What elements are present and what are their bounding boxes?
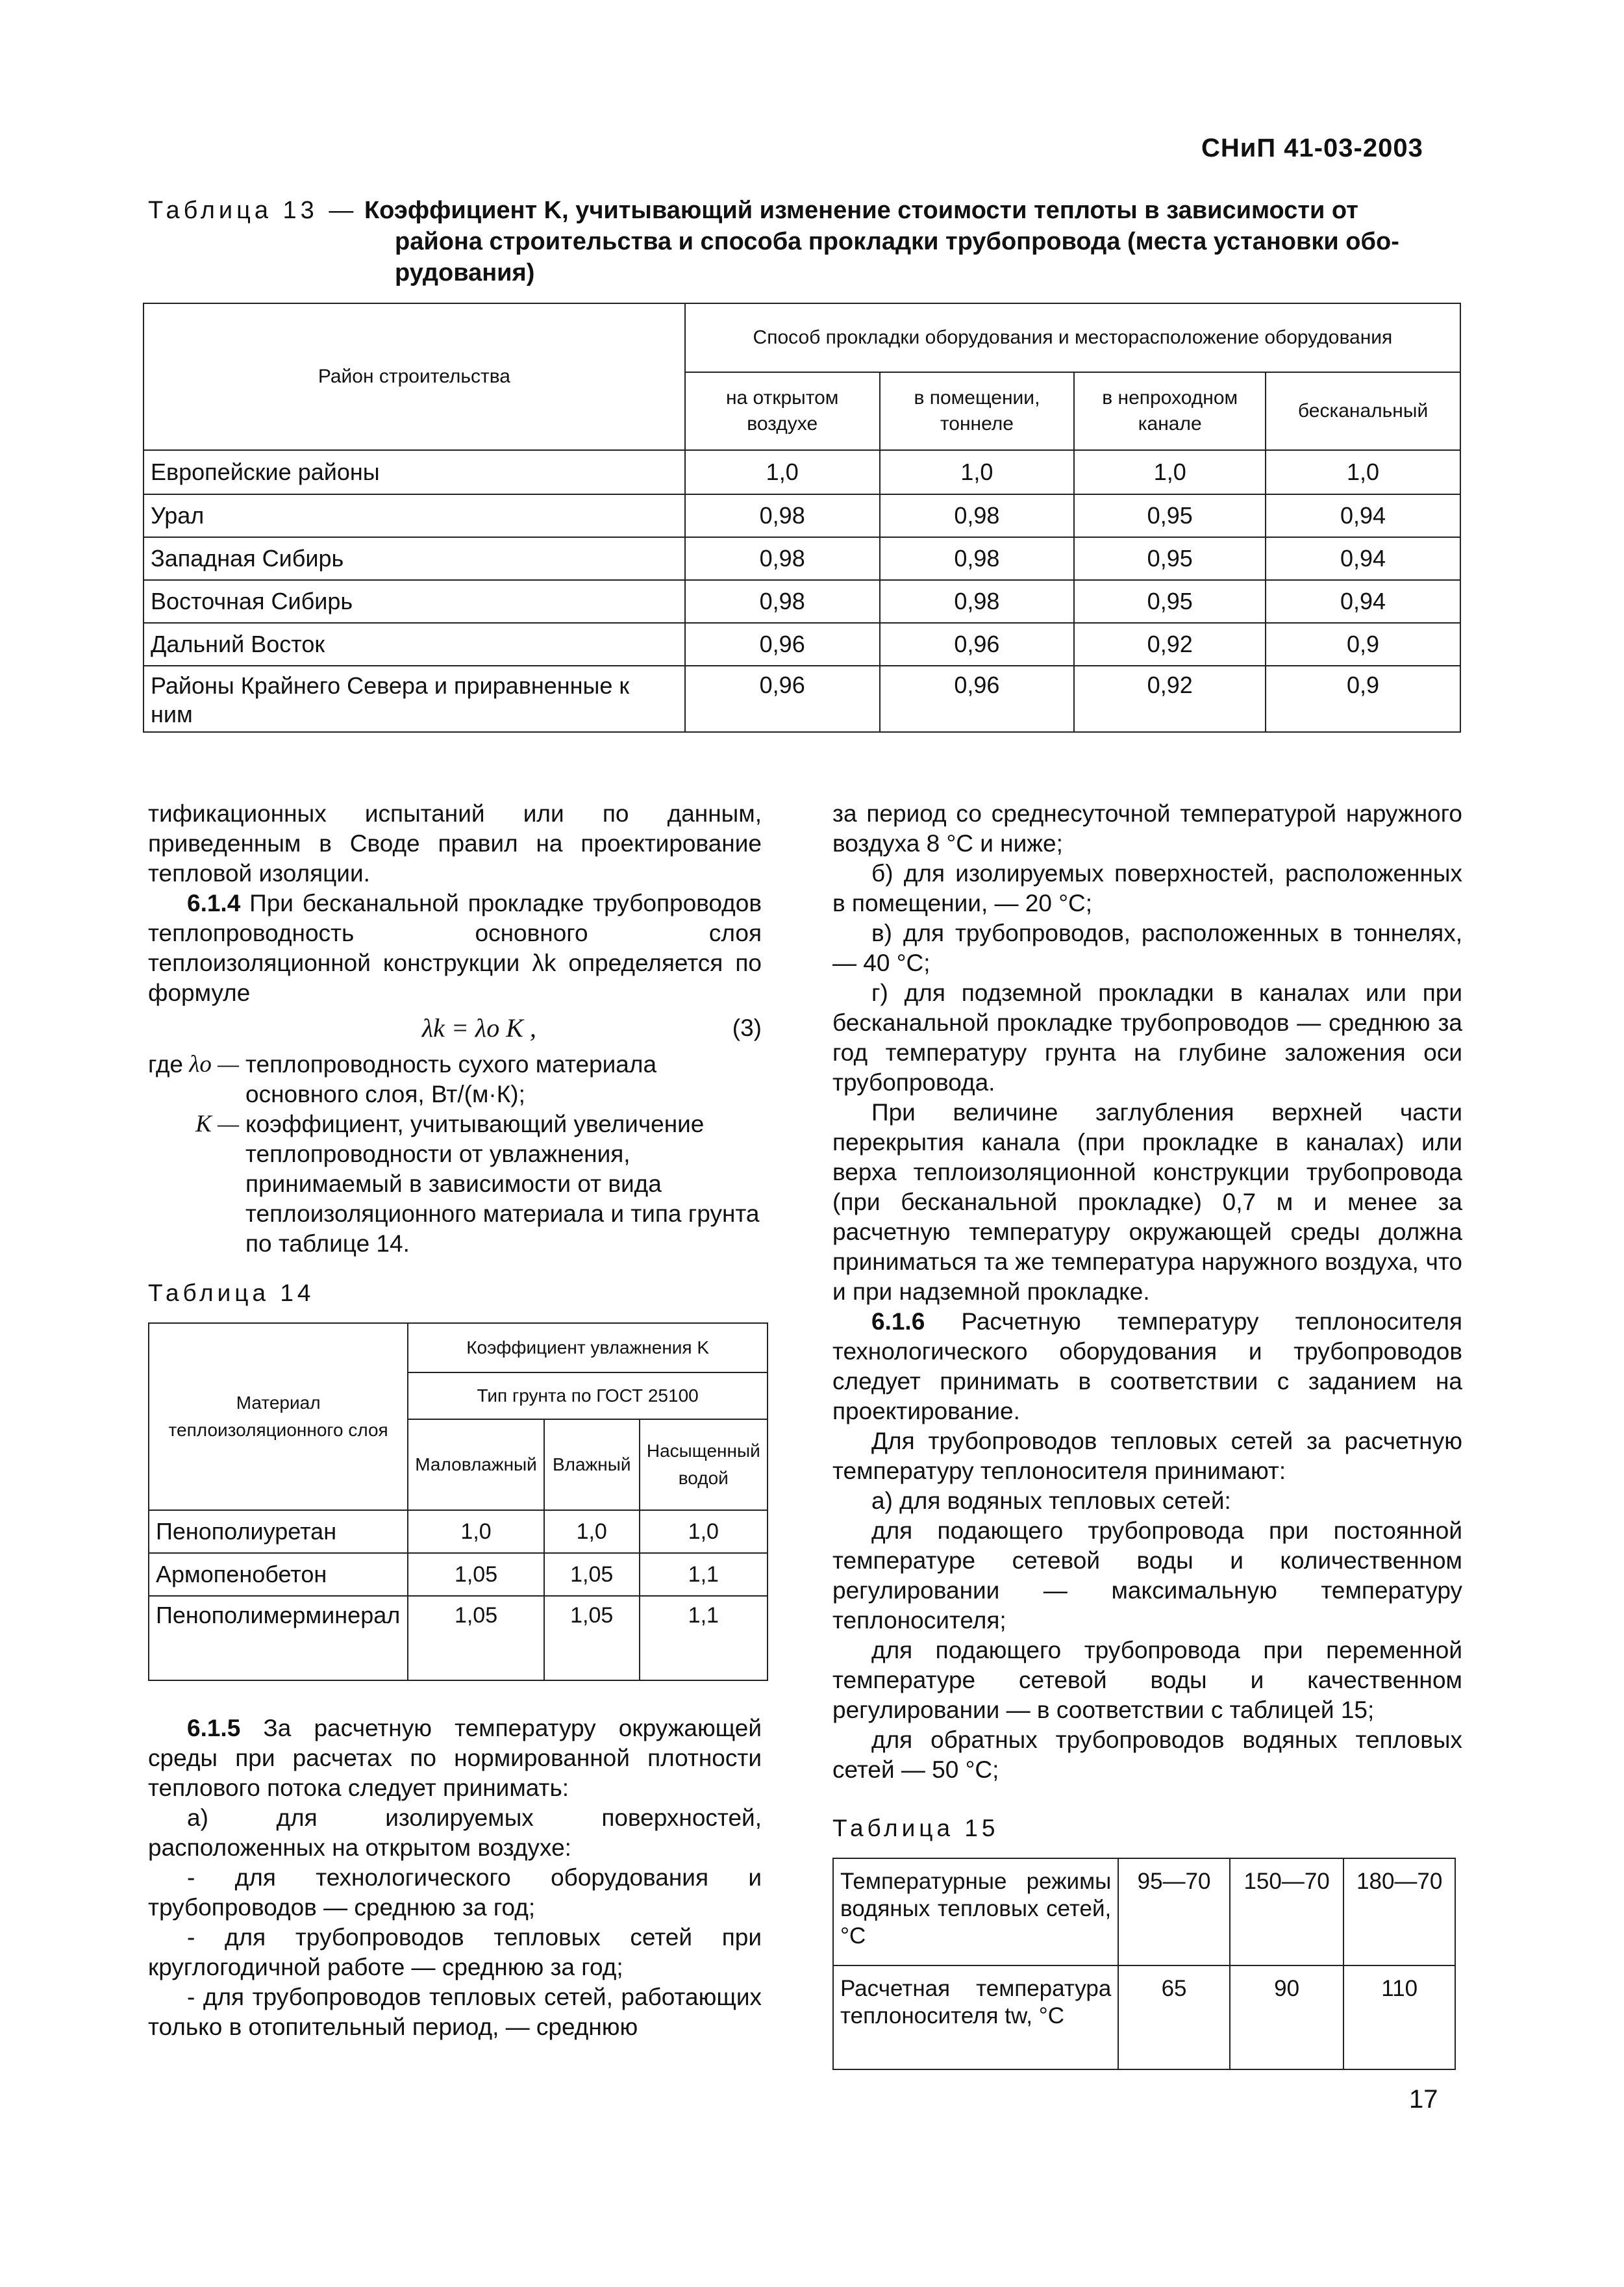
left-column bbox=[148, 799, 762, 2042]
table13-col-header: в непроходном канале bbox=[1074, 372, 1266, 450]
coef-cell: 0,98 bbox=[685, 494, 880, 537]
coef-cell: 0,94 bbox=[1266, 494, 1460, 537]
table14-header-coef: Коэффициент увлажнения K bbox=[408, 1323, 768, 1372]
coef-cell: 0,98 bbox=[880, 537, 1075, 580]
paragraph: тификационных испытаний или по данным, приведенным в Своде правил на проектирование тепловой изоляции. bbox=[148, 800, 762, 887]
coef-cell: 0,98 bbox=[685, 537, 880, 580]
coef-cell: 0,95 bbox=[1074, 494, 1266, 537]
value-cell: 150—70 bbox=[1230, 1858, 1344, 1965]
coef-cell: 0,95 bbox=[1074, 537, 1266, 580]
value-cell: 180—70 bbox=[1343, 1858, 1455, 1965]
coef-cell: 1,05 bbox=[408, 1596, 544, 1680]
region-name: Восточная Сибирь bbox=[144, 580, 685, 623]
coef-cell: 0,98 bbox=[685, 580, 880, 623]
material-name: Пенополиуретан bbox=[149, 1510, 408, 1553]
list-item: а) для водяных тепловых сетей: bbox=[871, 1487, 1231, 1514]
coef-cell: 1,05 bbox=[544, 1553, 640, 1596]
coef-cell: 0,94 bbox=[1266, 580, 1460, 623]
clause-text: Расчетную температуру теплоносителя технологического оборудования и трубопроводов следует принимать в соответствии с заданием на проектирование. bbox=[832, 1308, 1462, 1424]
clause-text: При бесканальной прокладке трубопроводов теплопроводность основного слоя теплоизоляционной конструкции λk определяется по формуле bbox=[148, 890, 762, 1006]
coef-cell: 0,9 bbox=[1266, 666, 1460, 732]
paragraph: При величине заглубления верхней части перекрытия канала (при прокладке в каналах) или верха теплоизоляционной конструкции трубопровода (при бесканальной прокладке) 0,7 м и менее за расчетную температуру окружающей среды должна приниматься та же температура наружного воздуха, что и при надземной прокладке. bbox=[832, 1099, 1462, 1305]
table13-col-header: бесканальный bbox=[1266, 372, 1460, 450]
table13 bbox=[143, 303, 1461, 733]
coef-cell: 1,0 bbox=[685, 450, 880, 494]
value-cell: 90 bbox=[1230, 1965, 1344, 2069]
list-item: - для технологического оборудования и трубопроводов — среднюю за год; bbox=[148, 1864, 762, 1921]
table15 bbox=[832, 1858, 1456, 2070]
region-name: Районы Крайнего Севера и приравненные к ним bbox=[144, 666, 685, 732]
table-row bbox=[144, 666, 1460, 732]
list-item: г) для подземной прокладки в каналах или при бесканальной прокладке трубопроводов — среднюю за год температуру грунта на глубине заложения оси трубопровода. bbox=[832, 979, 1462, 1096]
list-item: в) для трубопроводов, расположенных в тоннелях, — 40 °С; bbox=[832, 920, 1462, 976]
table14-sub-header: Маловлажный bbox=[408, 1419, 544, 1510]
where-word: где bbox=[148, 1051, 184, 1078]
table14-caption: Таблица 14 bbox=[148, 1280, 315, 1306]
table15-caption: Таблица 15 bbox=[832, 1815, 999, 1841]
coef-cell: 0,96 bbox=[880, 666, 1075, 732]
table14-sub-header: Насыщенный водой bbox=[640, 1419, 768, 1510]
coef-cell: 0,92 bbox=[1074, 623, 1266, 666]
clause-6-1-5 bbox=[148, 1713, 762, 1803]
table14-sub-header: Влажный bbox=[544, 1419, 640, 1510]
coef-cell: 1,0 bbox=[640, 1510, 768, 1553]
coef-cell: 1,1 bbox=[640, 1553, 768, 1596]
list-item: - для трубопроводов тепловых сетей при круглогодичной работе — среднюю за год; bbox=[148, 1924, 762, 1980]
table-row bbox=[833, 1858, 1455, 1965]
value-cell: 65 bbox=[1118, 1965, 1230, 2069]
value-cell: 110 bbox=[1343, 1965, 1455, 2069]
value-cell: 95—70 bbox=[1118, 1858, 1230, 1965]
page-number: 17 bbox=[1409, 2085, 1438, 2114]
list-item: а) для изолируемых поверхностей, расположенных на открытом воздухе: bbox=[148, 1804, 762, 1861]
table-row bbox=[144, 580, 1460, 623]
formula-number: (3) bbox=[732, 1015, 762, 1041]
formula: λk = λo K , bbox=[421, 1013, 536, 1042]
definition-text: коэффициент, учитывающий увеличение теплопроводности от увлажнения, принимаемый в зависимости от вида теплоизоляционного материала и типа грунта по таблице 14. bbox=[245, 1111, 760, 1257]
coef-cell: 1,0 bbox=[544, 1510, 640, 1553]
table13-header-region: Район строительства bbox=[144, 303, 685, 450]
table-row bbox=[149, 1510, 768, 1553]
table13-label: Таблица 13 — bbox=[148, 197, 358, 224]
table-row bbox=[144, 494, 1460, 537]
table14-header-soil: Тип грунта по ГОСТ 25100 bbox=[408, 1372, 768, 1419]
clause-number: 6.1.5 bbox=[187, 1715, 241, 1741]
coef-cell: 0,96 bbox=[685, 666, 880, 732]
coef-cell: 0,92 bbox=[1074, 666, 1266, 732]
definition-text: теплопроводность сухого материала основного слоя, Вт/(м·К); bbox=[245, 1051, 657, 1107]
table14 bbox=[148, 1322, 768, 1681]
material-name: Пенополимерминерал bbox=[149, 1596, 408, 1680]
table14-header-material: Материал теплоизоляционного слоя bbox=[149, 1323, 408, 1510]
table-row bbox=[149, 1553, 768, 1596]
region-name: Западная Сибирь bbox=[144, 537, 685, 580]
table15-row-label: Расчетная температура теплоносителя tw, °С bbox=[833, 1965, 1118, 2069]
coef-cell: 1,05 bbox=[544, 1596, 640, 1680]
clause-6-1-4 bbox=[148, 889, 762, 1008]
table-row bbox=[833, 1965, 1455, 2069]
coef-cell: 0,9 bbox=[1266, 623, 1460, 666]
clause-6-1-6 bbox=[832, 1307, 1462, 1426]
coef-cell: 1,0 bbox=[408, 1510, 544, 1553]
paragraph: для подающего трубопровода при переменной температуре сетевой воды и качественном регулировании — в соответствии с таблицей 15; bbox=[832, 1637, 1462, 1723]
paragraph: для обратных трубопроводов водяных тепловых сетей — 50 °С; bbox=[832, 1726, 1462, 1783]
definition bbox=[148, 1050, 762, 1109]
coef-cell: 0,96 bbox=[880, 623, 1075, 666]
definition-symbol: K — bbox=[195, 1111, 239, 1137]
right-column bbox=[832, 799, 1462, 2070]
coef-cell: 1,05 bbox=[408, 1553, 544, 1596]
coef-cell: 1,0 bbox=[1266, 450, 1460, 494]
clause-number: 6.1.4 bbox=[187, 890, 241, 916]
paragraph: за период со среднесуточной температурой наружного воздуха 8 °С и ниже; bbox=[832, 800, 1462, 857]
region-name: Европейские районы bbox=[144, 450, 685, 494]
clause-text: За расчетную температуру окружающей среды при расчетах по нормированной плотности теплового потока следует принимать: bbox=[148, 1715, 762, 1801]
material-name: Армопенобетон bbox=[149, 1553, 408, 1596]
table13-col-header: на открытом воздухе bbox=[685, 372, 880, 450]
table13-caption bbox=[148, 195, 1447, 288]
definition bbox=[148, 1109, 762, 1259]
coef-cell: 1,0 bbox=[1074, 450, 1266, 494]
coef-cell: 0,98 bbox=[880, 494, 1075, 537]
table-row bbox=[144, 537, 1460, 580]
table13-col-header: в помещении, тоннеле bbox=[880, 372, 1075, 450]
coef-cell: 0,98 bbox=[880, 580, 1075, 623]
list-item: - для трубопроводов тепловых сетей, работающих только в отопительный период, — среднюю bbox=[148, 1984, 762, 2040]
coef-cell: 1,1 bbox=[640, 1596, 768, 1680]
table-row bbox=[144, 450, 1460, 494]
coef-cell: 0,94 bbox=[1266, 537, 1460, 580]
region-name: Урал bbox=[144, 494, 685, 537]
clause-number: 6.1.6 bbox=[871, 1308, 925, 1335]
region-name: Дальний Восток bbox=[144, 623, 685, 666]
paragraph: Для трубопроводов тепловых сетей за расчетную температуру теплоносителя принимают: bbox=[832, 1428, 1462, 1484]
table13-title-line1: Коэффициент K, учитывающий изменение стоимости теплоты в зависимости от bbox=[364, 197, 1358, 224]
paragraph: для подающего трубопровода при постоянной температуре сетевой воды и количественном регулировании — максимальную температуру теплоносителя; bbox=[832, 1517, 1462, 1634]
table-row bbox=[149, 1596, 768, 1680]
coef-cell: 0,96 bbox=[685, 623, 880, 666]
table13-header-method: Способ прокладки оборудования и месторасположение оборудования bbox=[685, 303, 1460, 372]
definition-symbol: λo — bbox=[189, 1051, 239, 1078]
table-row bbox=[144, 623, 1460, 666]
document-code: СНиП 41-03-2003 bbox=[1201, 134, 1423, 162]
list-item: б) для изолируемых поверхностей, расположенных в помещении, — 20 °С; bbox=[832, 860, 1462, 916]
coef-cell: 1,0 bbox=[880, 450, 1075, 494]
table13-title-line2: района строительства и способа прокладки трубопровода (места установки обо- bbox=[395, 228, 1399, 255]
formula-row bbox=[148, 1013, 762, 1043]
table15-row-label: Температурные режимы водяных тепловых сетей, °С bbox=[833, 1858, 1118, 1965]
table13-title-line3: рудования) bbox=[395, 259, 535, 286]
coef-cell: 0,95 bbox=[1074, 580, 1266, 623]
